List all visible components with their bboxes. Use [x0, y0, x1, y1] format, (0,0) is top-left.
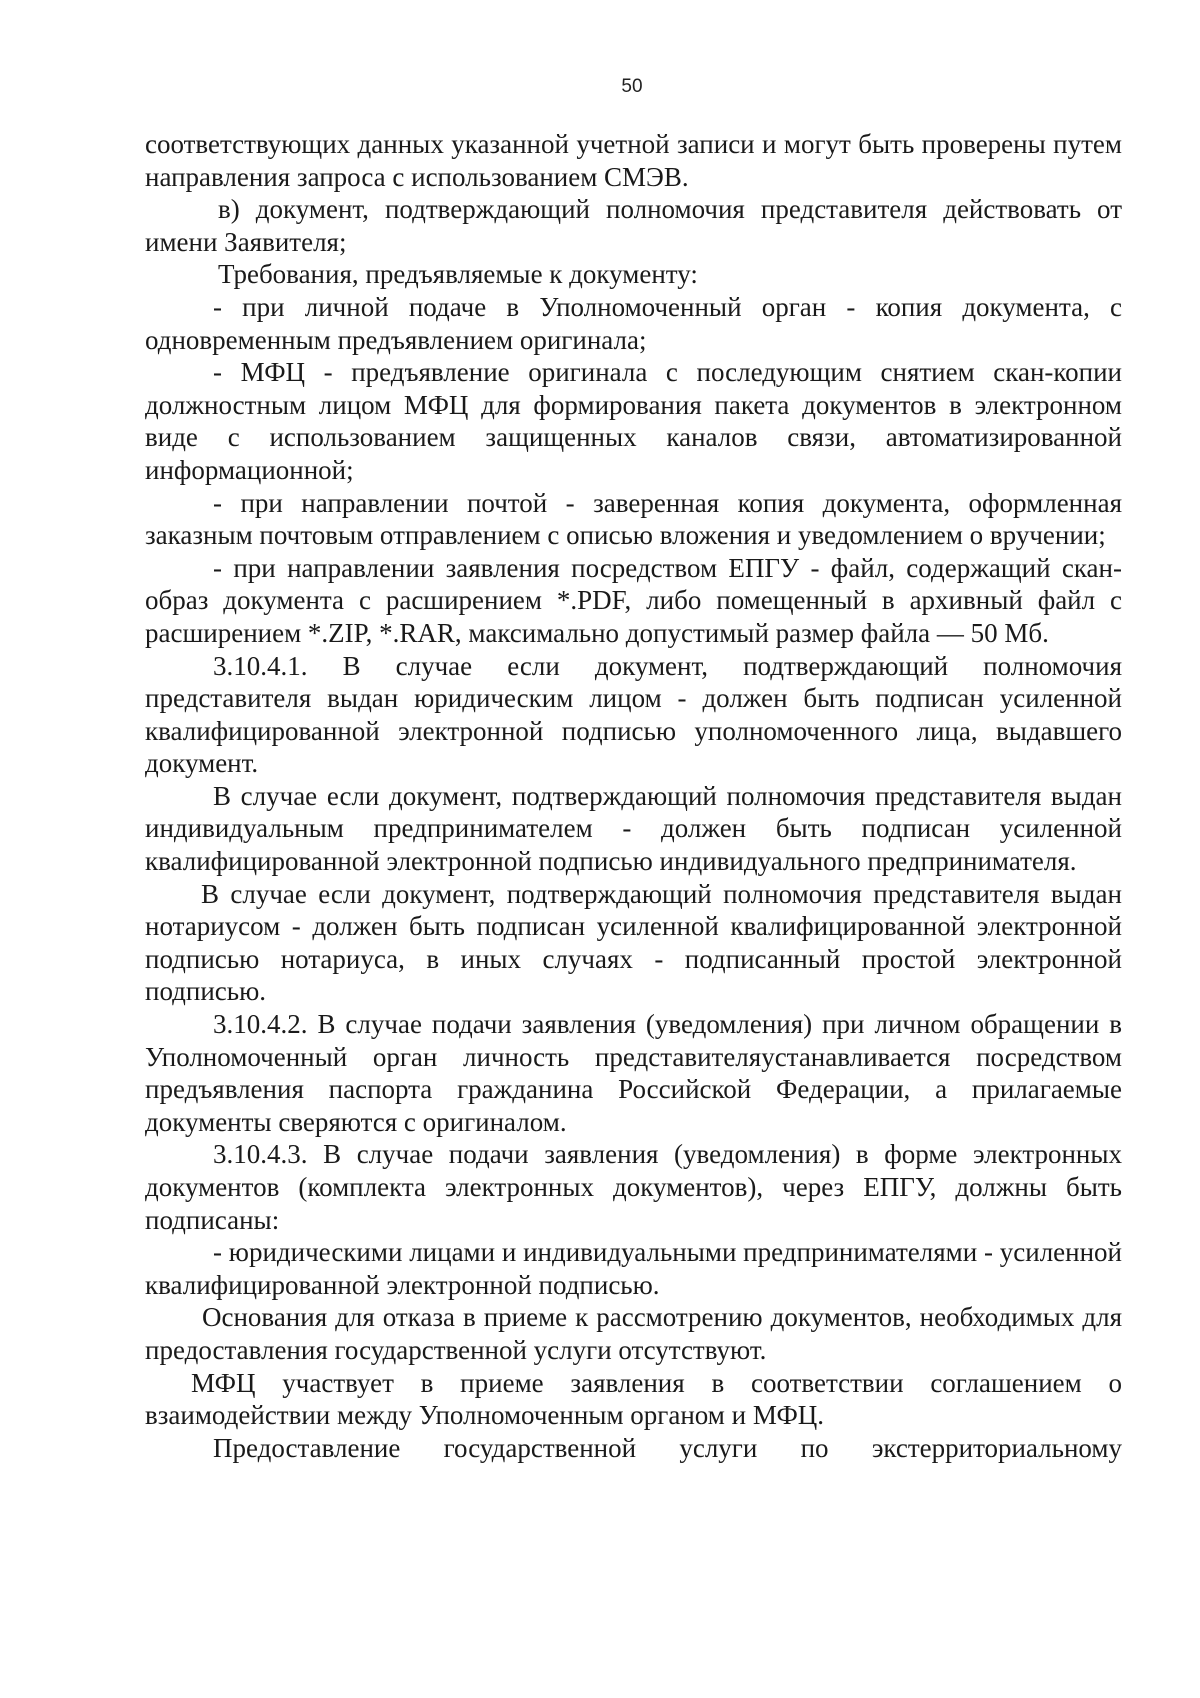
list-item: - при направлении почтой - заверенная копия документа, оформленная заказным почтовым отправлением с описью вложения и уведомлением о вручении; — [145, 487, 1122, 551]
page-number: 50 — [621, 76, 643, 97]
paragraph: соответствующих данных указанной учетной записи и могут быть проверены путем направления запроса с использованием СМЭВ. — [145, 129, 1122, 192]
paragraph: в) документ, подтверждающий полномочия представителя действовать от имени Заявителя; — [145, 194, 1122, 257]
document-body — [145, 128, 1122, 1464]
paragraph: 3.10.4.3. В случае подачи заявления (уведомления) в форме электронных документов (комплекта электронных документов), через ЕПГУ, должны быть подписаны: — [145, 1139, 1122, 1235]
paragraph: Предоставление государственной услуги по экстерриториальному — [213, 1432, 1122, 1463]
list-item: - МФЦ - предъявление оригинала с последующим снятием скан-копии должностным лицом МФЦ для формирования пакета документов в электронном виде с использованием защищенных каналов связи, автоматизированной информационной; — [145, 357, 1122, 485]
list-item: - при направлении заявления посредством ЕПГУ - файл, содержащий скан-образ документа с расширением *.PDF, либо помещенный в архивный файл с расширением *.ZIP, *.RAR, максимально допустимый размер файла — 50 Мб. — [145, 552, 1122, 648]
paragraph: 3.10.4.2. В случае подачи заявления (уведомления) при личном обращении в Уполномоченный орган личность представителяустанавливается посредством предъявления паспорта гражданина Российской Федерации, а прилагаемые документы сверяются с оригиналом. — [145, 1009, 1122, 1137]
paragraph: В случае если документ, подтверждающий полномочия представителя выдан нотариусом - должен быть подписан усиленной квалифицированной электронной подписью нотариуса, в иных случаях - подписанный простой электронной подписью. — [145, 878, 1122, 1007]
paragraph: МФЦ участвует в приеме заявления в соответствии соглашением о взаимодействии между Уполномоченным органом и МФЦ. — [145, 1367, 1122, 1431]
paragraph: Основания для отказа в приеме к рассмотрению документов, необходимых для предоставления государственной услуги отсутствуют. — [145, 1302, 1122, 1365]
paragraph: 3.10.4.1. В случае если документ, подтверждающий полномочия представителя выдан юридическим лицом - должен быть подписан усиленной квалифицированной электронной подписью уполномоченного лица, выдавшего документ. — [145, 650, 1122, 779]
list-item: - при личной подаче в Уполномоченный орган - копия документа, с одновременным предъявлением оригинала; — [145, 291, 1122, 355]
list-item: - юридическими лицами и индивидуальными предпринимателями - усиленной квалифицированной электронной подписью. — [145, 1237, 1122, 1300]
paragraph: В случае если документ, подтверждающий полномочия представителя выдан индивидуальным предпринимателем - должен быть подписан усиленной квалифицированной электронной подписью индивидуального предпринимателя. — [145, 780, 1122, 877]
paragraph: Требования, предъявляемые к документу: — [218, 259, 698, 290]
